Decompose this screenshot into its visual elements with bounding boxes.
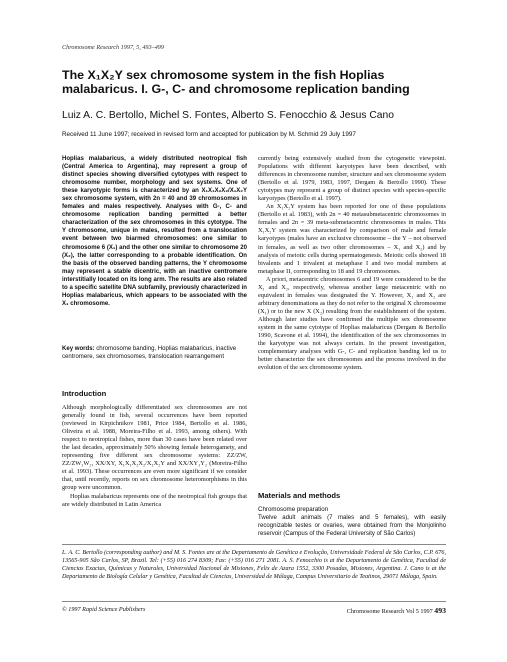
page-footer (326, 606, 446, 615)
introduction-text (62, 404, 247, 509)
received-dates: Received 11 June 1997; received in revised form and accepted for publication by M. Schmid 29 July 1997 (62, 131, 356, 138)
methods-subheading: Chromosome preparation (258, 506, 329, 513)
keywords (62, 346, 247, 362)
paper-title: The X₁X₂Y sex chromosome system in the fish Hoplias malabaricus. I. G-, C- and chromosome replication banding (62, 68, 410, 96)
right-paragraph-2: An X₁X₂Y system has been reported for one of these populations (Bertollo et al. 1983), with 2n = 40 metasubmetacentric chromosomes in females and 2n = 39 meta-submetacentric chromosomes in males. This X₁X₂Y system was characterized by comparison of male and female karyotypes (males have an exclusive chromosome – the Y – not observed in females, as well as two other chromosomes – X₁ and X₂) and by analysis of meiotic cells during spermatogenesis. Meiotic cells showed 18 bivalents and 1 trivalent at metaphase I and two modal numbers at metaphase II, corresponding to 18 and 19 chromosomes. (258, 203, 446, 275)
footer-journal: Chromosome Research Vol 5 1997 (346, 608, 433, 615)
intro-paragraph-2: Hoplias malabaricus represents one of the neotropical fish groups that are widely distributed in Latin America (62, 492, 247, 508)
right-paragraph-1: currently being extensively studied from the cytogenetic viewpoint. Populations with different karyotypes have been described, with differences in chromosome number, structure and sex chromosome system (Bertollo et al. 1979, 1983, 1997, Dergam & Bertollo 1990). These cytotypes may represent a group of distinct species with species-specific karyotypes (Bertollo et al. 1997). (258, 155, 446, 203)
intro-paragraph-1: Although morphologically differentiated sex chromosomes are not generally found in fish, several occurrences have been reported (reviewed in Kirpichnikov 1981, Price 1984, Bertollo et al. 1986, Oliveira et al. 1988, Moreira-Filho et al. 1993, among others). With respect to neotropical fishes, more than 30 cases have been related over the last decades, approximately 50% showing female heterogamety, and representing five different sex chromosome systems: ZZ/ZW, ZZ/ZW₁W₂, XX/XY, X₁X₁X₂X₂/X₁X₂Y and XX/XY₁Y₂ (Moreira-Filho et al. 1993). These occurrences are even more significant if we consider that, until recently, reports on sex chromosome heteromorphisms in this group were uncommon. (62, 404, 247, 492)
abstract: Hoplias malabaricus, a widely distributed neotropical fish (Central America to Argentina), may represent a group of distinct species showing diversified cytotypes with respect to chromosome number, morphology and sex systems. One of these karyotypic forms is characterized by an X₁X₁X₂X₂/X₁X₂Y sex chromosome system, with 2n = 40 and 39 chromosomes in females and males respectively. Analyses with G-, C- and chromosome replication banding permitted a better characterization of the sex chromosomes in this cytotype. The Y chromosome, unique in males, resulted from a translocation event between two biarmed chromosomes: one similar to chromosome 6 (X₁) and the other one similar to chromosome 20 (X₂), the latter corresponding to a probable identification. On the basis of the observed banding patterns, the Y chromosome may represent a stable dicentric, with an inactive centromere interstitially located on its long arm. The results are also related to a specific satellite DNA subfamily, previously characterized in Hoplias malabaricus, which appears to be associated with the X₁ chromosome. (62, 156, 247, 307)
footer-divider (62, 601, 446, 602)
copyright: © 1997 Rapid Science Publishers (62, 606, 146, 613)
right-column-text (258, 155, 446, 372)
page-number: 493 (434, 606, 446, 615)
journal-citation: Chromosome Research 1997, 5, 493–499 (62, 44, 164, 51)
authors: Luiz A. C. Bertollo, Michel S. Fontes, Alberto S. Fenocchio & Jesus Cano (62, 110, 394, 121)
footnote-divider (62, 544, 446, 545)
keywords-text: chromosome banding, Hoplias malabaricus, inactive centromere, sex chromosomes, translocation rearrangement (62, 346, 237, 360)
right-paragraph-3: A priori, metacentric chromosomes 6 and 19 were considered to be the X₁ and X₂, respectively, whereas another large metacentric with no equivalent in females was designated the Y. However, X₁ and X₂ are arbitrary denominations as they do not refer to the original X chromosome (X₁) or to the new X (X₂) resulting from the establishment of the system. Although later studies have confirmed the multiple sex chromosome system in the same cytotype of Hoplias malabaricus (Dergam & Bertollo 1990, Scavone et al. 1994), the identification of the sex chromosomes in the karyotype was not always certain. In the present investigation, complementary analyses with G-, C- and replication banding led us to better characterize the sex chromosomes and the process involved in the evolution of the sex chromosome system. (258, 275, 446, 372)
affiliations: L. A. C. Bertollo (corresponding author) and M. S. Fontes are at the Departamento de Genética e Evolução, Universidade Federal de São Carlos, C.P. 676, 13565-905 São Carlos, SP, Brazil. Tel: (+55) 016 274 8309; Fax: (+55) 016 271 2081. A. S. Fenocchio is at the Departamento de Genética, Facultad de Ciencias Exactas, Químicas y Naturales, Universidad Nacional de Misiones, Felix de Azara 1552, 3300 Posadas, Misiones, Argentina. J. Cano is at the Departamento de Biología Celular y Genética, Facultad de Ciencias, Universidad de Málaga, Campus Universitario de Teatinos, 29071 Málaga, Spain. (62, 550, 446, 580)
introduction-heading: Introduction (62, 389, 107, 398)
keywords-label: Key words: (62, 346, 95, 352)
methods-heading: Materials and methods (258, 491, 341, 500)
methods-text: Twelve adult animals (7 males and 5 females), with easily recognizable testes or ovaries, were obtained from the Monjolinho reservoir (Campus of the Federal University of São Carlos) (258, 515, 446, 537)
